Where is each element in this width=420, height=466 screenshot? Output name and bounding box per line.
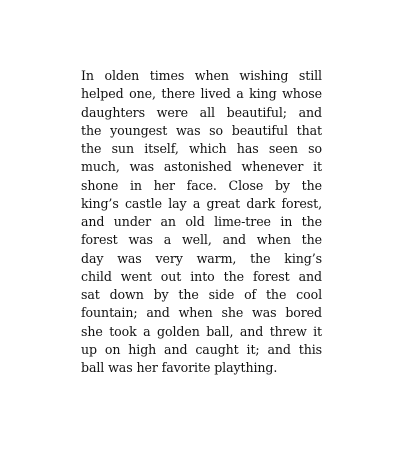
paragraph-line: child went out into the forest and [81, 268, 322, 284]
paragraph-line: she took a golden ball, and threw it [81, 323, 322, 339]
paragraph-line: fountain; and when she was bored [81, 305, 322, 321]
paragraph-line: helped one, there lived a king whose [81, 86, 322, 102]
paragraph-line: up on high and caught it; and this [81, 341, 322, 357]
body-paragraph [81, 67, 322, 377]
paragraph-line: ball was her favorite plaything. [81, 360, 278, 375]
paragraph-line: much, was astonished whenever it [81, 159, 322, 175]
paragraph-line: forest was a well, and when the [81, 232, 322, 248]
paragraph-line: and under an old lime-tree in the [81, 214, 322, 229]
paragraph-line: daughters were all beautiful; and [81, 104, 322, 120]
paragraph-line: king’s castle lay a great dark forest, [81, 195, 322, 211]
paragraph-line: day was very warm, the king’s [81, 250, 322, 266]
paragraph-line: shone in her face. Close by the [81, 177, 322, 193]
paragraph-line: sat down by the side of the cool [81, 287, 322, 302]
paragraph-line: the sun itself, which has seen so [81, 141, 322, 156]
paragraph-line: In olden times when wishing still [81, 68, 322, 83]
paragraph-line: the youngest was so beautiful that [81, 122, 322, 138]
